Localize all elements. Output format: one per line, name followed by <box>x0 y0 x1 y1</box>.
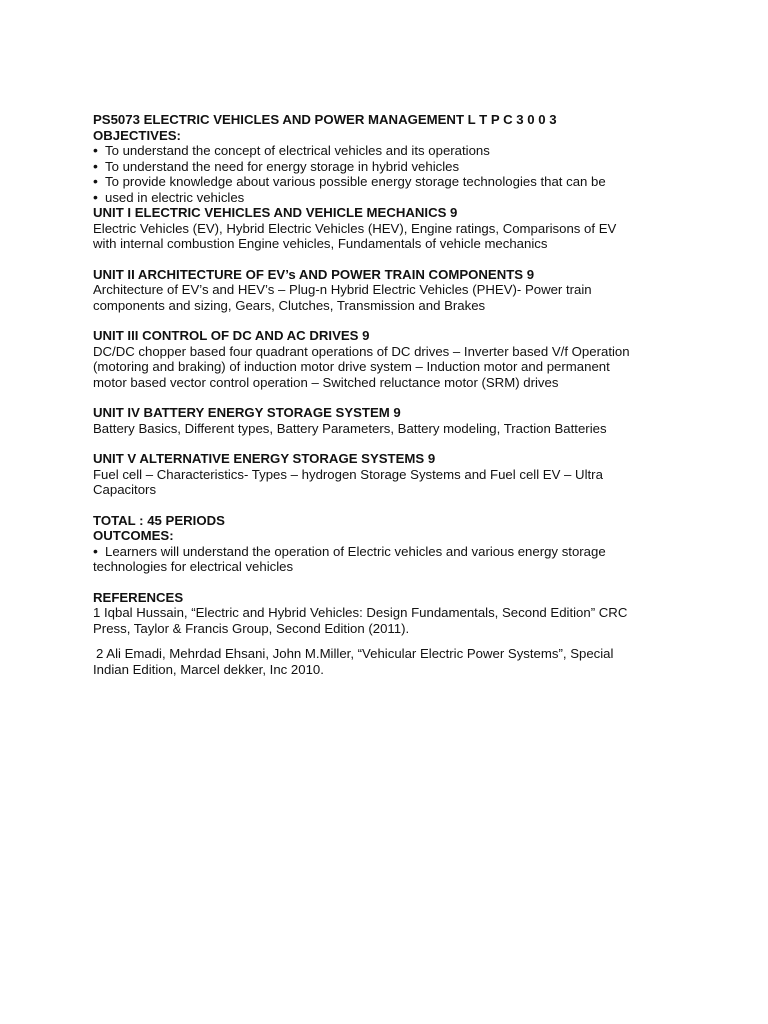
unit-3-heading: UNIT III CONTROL OF DC AND AC DRIVES 9 <box>93 328 370 343</box>
unit-3-line: motor based vector control operation – Switched reluctance motor (SRM) drives <box>93 374 559 390</box>
list-item: • To understand the concept of electrical vehicles and its operations <box>93 143 693 159</box>
unit-5-line: Fuel cell – Characteristics- Types – hydrogen Storage Systems and Fuel cell EV – Ultra <box>93 466 603 482</box>
unit-4-heading: UNIT IV BATTERY ENERGY STORAGE SYSTEM 9 <box>93 405 401 420</box>
unit-2-section <box>93 267 693 314</box>
unit-3-line: DC/DC chopper based four quadrant operations of DC drives – Inverter based V/f Operation <box>93 343 630 359</box>
unit-2-heading: UNIT II ARCHITECTURE OF EV’s AND POWER TRAIN COMPONENTS 9 <box>93 266 535 282</box>
reference-2-line: 2 Ali Emadi, Mehrdad Ehsani, John M.Miller, “Vehicular Electric Power Systems”, Special <box>96 646 614 661</box>
outcomes-heading: OUTCOMES: <box>93 528 174 543</box>
references-heading: REFERENCES <box>93 589 184 605</box>
reference-1-line: Press, Taylor & Francis Group, Second Edition (2011). <box>93 620 410 636</box>
objectives-list <box>93 143 693 205</box>
unit-1-line: Electric Vehicles (EV), Hybrid Electric Vehicles (HEV), Engine ratings, Comparisons of EV <box>93 220 617 236</box>
objectives-heading: OBJECTIVES: <box>93 127 181 143</box>
outcomes-list <box>93 544 693 560</box>
unit-2-line: Architecture of EV’s and HEV’s – Plug-n Hybrid Electric Vehicles (PHEV)- Power train <box>93 282 592 297</box>
unit-5-section <box>93 451 693 498</box>
unit-2-line: components and sizing, Gears, Clutches, Transmission and Brakes <box>93 297 486 313</box>
unit-1-line: with internal combustion Engine vehicles, Fundamentals of vehicle mechanics <box>93 236 548 251</box>
unit-5-line: Capacitors <box>93 482 157 497</box>
outcomes-continuation: technologies for electrical vehicles <box>93 559 294 574</box>
course-title: PS5073 ELECTRIC VEHICLES AND POWER MANAGEMENT L T P C 3 0 0 3 <box>93 112 557 127</box>
syllabus-page <box>93 112 693 677</box>
list-item: • To provide knowledge about various possible energy storage technologies that can be <box>93 174 693 190</box>
list-item: • To understand the need for energy storage in hybrid vehicles <box>93 159 693 175</box>
unit-4-line: Battery Basics, Different types, Battery Parameters, Battery modeling, Traction Batteries <box>93 420 607 436</box>
unit-1-section <box>93 205 693 252</box>
unit-1-heading: UNIT I ELECTRIC VEHICLES AND VEHICLE MECHANICS 9 <box>93 205 458 220</box>
reference-1-line: 1 Iqbal Hussain, “Electric and Hybrid Vehicles: Design Fundamentals, Second Edition” CRC <box>93 605 628 620</box>
unit-3-section <box>93 328 693 390</box>
total-periods: TOTAL : 45 PERIODS <box>93 512 225 528</box>
unit-5-heading: UNIT V ALTERNATIVE ENERGY STORAGE SYSTEMS 9 <box>93 451 436 466</box>
unit-3-line: (motoring and braking) of induction motor drive system – Induction motor and permanent <box>93 359 610 374</box>
list-item: • used in electric vehicles <box>93 190 693 206</box>
references-section <box>93 590 693 678</box>
reference-2-line: Indian Edition, Marcel dekker, Inc 2010. <box>93 661 324 677</box>
list-item: • Learners will understand the operation of Electric vehicles and various energy storage <box>93 544 693 560</box>
unit-4-section <box>93 405 693 436</box>
